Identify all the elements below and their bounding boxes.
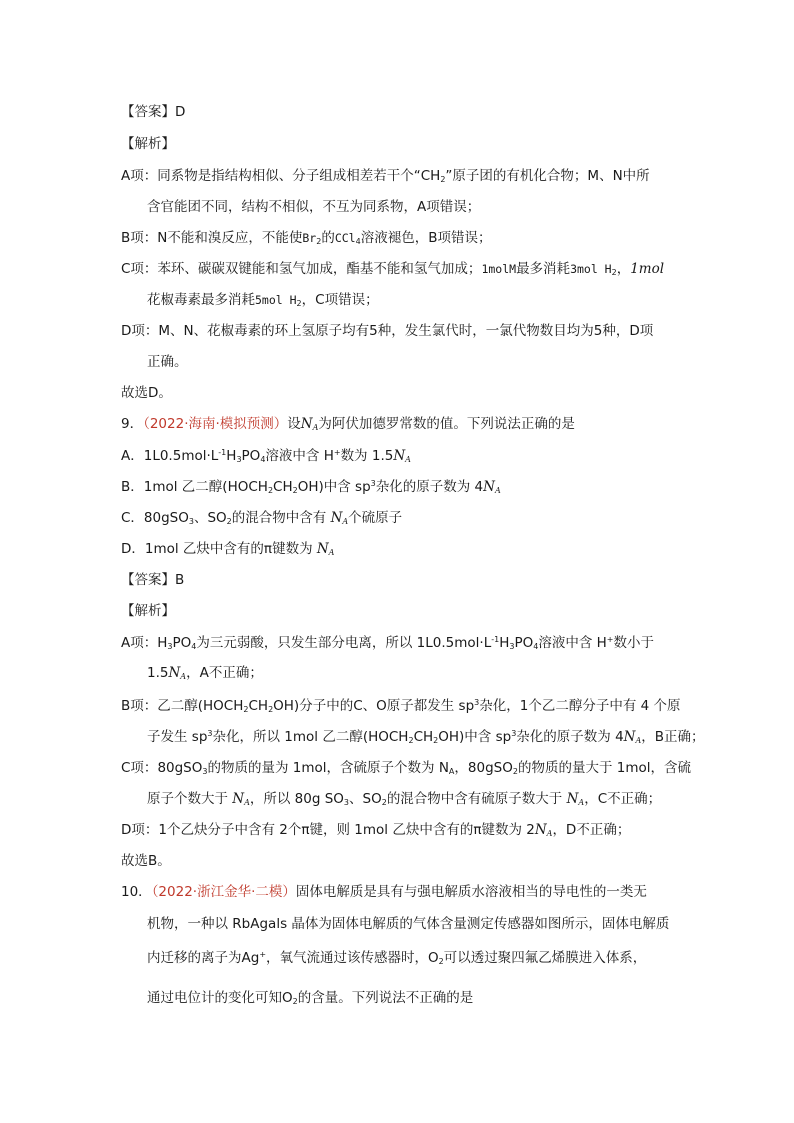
q9-analysis-a-line2: $1.5N_A$，A不正确； (147, 665, 263, 681)
answer-label: 【答案】 (121, 104, 175, 120)
q9-analysis-b-line2: 子发生 $sp^3$杂化，所以 1mol 乙二醇$(HOCH_2CH_2OH)$中含 $sp^3$杂化的原子数为 $4N_A$，B正确； (147, 729, 705, 745)
q10-stem-line3: 内迁移的离子为Ag+，氧气流通过该传感器时，$O_2$可以透过聚四氟乙烯膜进入体系， (147, 950, 647, 966)
q8-option-a-line1: A项：同系物是指结构相似、分子组成相差若干个“$CH_2$”原子团的有机化合物；M、N中所 (121, 168, 650, 184)
q9-analysis-label: 【解析】 (121, 603, 175, 619)
q10-source: （2022·浙江金华·二模） (151, 884, 296, 900)
q9-analysis-d: D项：1个乙炔分子中含有 2个π键，则 1mol 乙炔中含有的π键数为 $2N_A$，D不正确； (121, 822, 631, 838)
q9-analysis-c-line2: 原子个数大于 $N_A$，所以 80g $SO_3$、$SO_2$的混合物中含有硫原子数大于 $N_A$，C不正确； (147, 791, 662, 807)
q9-option-c: C．80gSO$_3$、$SO_2$的混合物中含有 $N_A$个硫原子 (121, 510, 403, 526)
q9-analysis-b-line1: B项：乙二醇$(HOCH_2CH_2OH)$分子中的C、O原子都发生 $sp^3$杂化，1个乙二醇分子中有 4 个原 (121, 698, 681, 714)
q9-analysis-a-line1: A项：$H_3PO_4$为三元弱酸，只发生部分电离，所以 $1L0.5mol\cdot L^{-1}H_3PO_4$溶液中含 H+数小于 (121, 635, 654, 651)
q9-option-a: A．$1L0.5mol\cdot L^{-1}H_3PO_4$溶液中含 H+数为 $1.5N_A$ (121, 448, 411, 464)
q8-option-d-line1: D项：M、N、花椒毒素的环上氢原子均有5种，发生氯代时，一氯代物数目均为5种，D项 (121, 323, 654, 339)
q9-conclusion: 故选B。 (121, 853, 171, 869)
q10-stem-line4: 通过电位计的变化可知$O_2$的含量。下列说法不正确的是 (147, 990, 474, 1006)
q9-option-b: B．1mol 乙二醇$(HOCH_2CH_2OH)$中含 $sp^3$杂化的原子数为 $4N_A$ (121, 479, 501, 495)
q10-stem-line2: 机物，一种以 RbAgals 晶体为固体电解质的气体含量测定传感器如图所示，固体电解质 (147, 916, 670, 932)
answer-value: B (175, 572, 185, 588)
q8-option-c-line1: C项：苯环、碳碳双键能和氢气加成，酯基不能和氢气加成；1molM最多消耗3mol $H_2$，1mol (121, 261, 665, 277)
answer-label: 【答案】 (121, 572, 175, 588)
q9-stem: 9．（2022·海南·模拟预测）设$N_A$为阿伏加德罗常数的值。下列说法正确的是 (121, 416, 575, 432)
q9-source: （2022·海南·模拟预测） (143, 416, 288, 432)
q8-option-a-line2: 含官能团不同，结构不相似，不互为同系物，A项错误； (147, 199, 481, 215)
answer-value: D (175, 104, 186, 120)
q8-option-c-line2: 花椒毒素最多消耗5mol $H_2$，C项错误； (147, 292, 379, 308)
q8-answer-line (121, 102, 185, 122)
q8-conclusion: 故选D。 (121, 385, 172, 401)
q9-analysis-c-line1: C项：80gSO$_3$的物质的量为 1mol，含硫原子个数为 $N_A$，80gSO$_2$的物质的量大于 1mol，含硫 (121, 760, 691, 776)
q9-answer-line (121, 570, 184, 590)
q8-option-d-line2: 正确。 (147, 354, 188, 370)
q10-stem-line1: 10．（2022·浙江金华·二模）固体电解质是具有与强电解质水溶液相当的导电性的一类无 (121, 884, 647, 900)
q8-option-b: B项：N不能和溴反应，不能使$Br_2$的CCl$_4$溶液褪色，B项错误； (121, 230, 492, 246)
q8-analysis-label: 【解析】 (121, 136, 175, 152)
q9-option-d: D．1mol 乙炔中含有的π键数为 $N_A$ (121, 541, 335, 557)
